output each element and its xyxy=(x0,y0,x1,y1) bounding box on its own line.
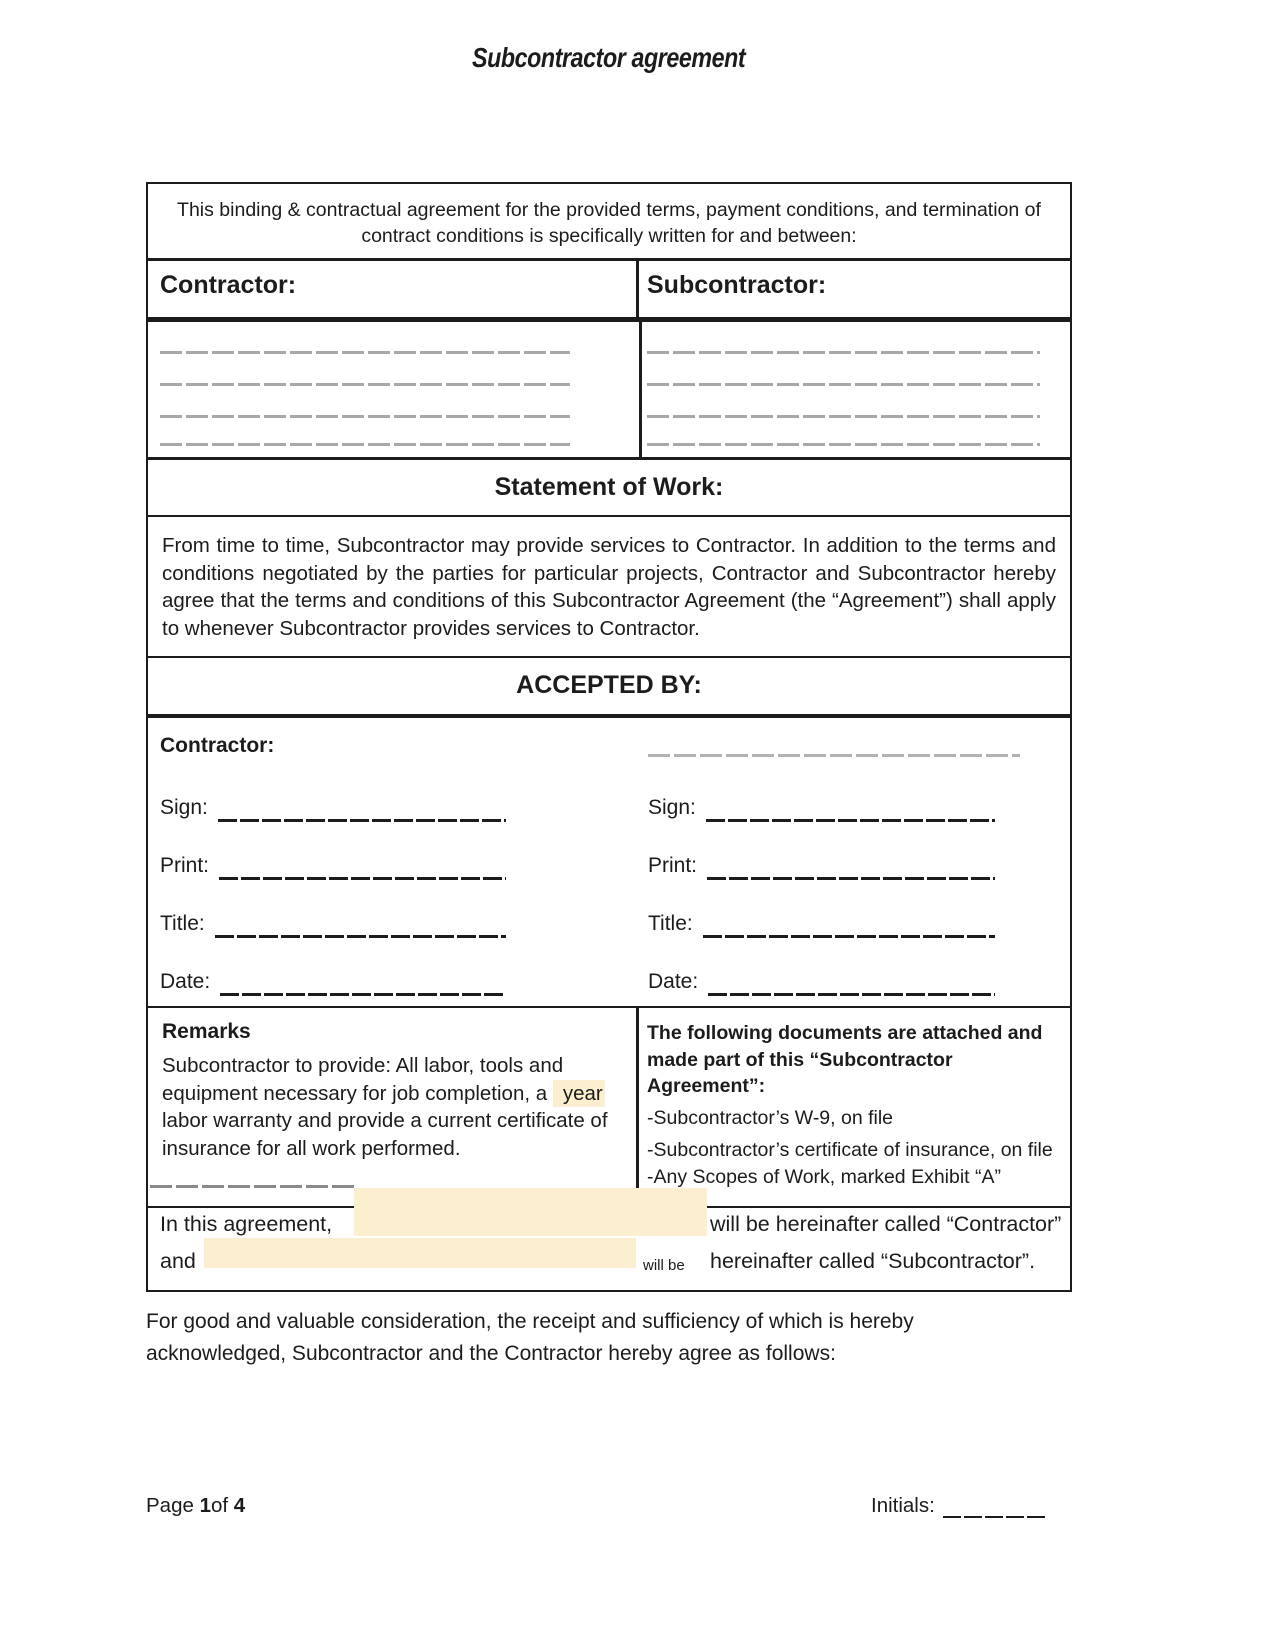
remarks-heading: Remarks xyxy=(162,1020,251,1043)
date-label: Date: xyxy=(648,970,699,993)
title-label: Title: xyxy=(648,912,693,935)
subcontractor-print-field xyxy=(648,854,995,882)
subcontractor-blank-line-4[interactable] xyxy=(647,443,1040,446)
page-indicator xyxy=(146,1494,245,1518)
subcontractor-header: Subcontractor: xyxy=(647,271,827,299)
document-title: Subcontractor agreement xyxy=(472,42,746,73)
contractor-date-line[interactable] xyxy=(220,993,506,996)
contractor-blank-line-3[interactable] xyxy=(160,415,570,418)
page-word: Page xyxy=(146,1494,200,1517)
initials-blank-line[interactable] xyxy=(943,1516,1047,1519)
parties-blanks-row xyxy=(148,317,1070,457)
attachment-item: -Subcontractor’s certificate of insurance, on file -Any Scopes of Work, marked Exhibit “A” xyxy=(647,1138,1053,1188)
naming-clause-row xyxy=(148,1206,1070,1290)
subcontractor-title-line[interactable] xyxy=(703,935,995,938)
remarks-text-before: Subcontractor to provide: All labor, tools and equipment necessary for job completion, a xyxy=(162,1054,564,1105)
attachments-heading: The following documents are attached and made part of this “Subcontractor Agreement”: xyxy=(647,1022,1043,1097)
contractor-blank-line-1[interactable] xyxy=(160,351,570,354)
attachments-cell xyxy=(639,1008,1070,1206)
subcontractor-blank-line-2[interactable] xyxy=(647,383,1040,386)
consideration-paragraph: For good and valuable consideration, the receipt and sufficiency of which is hereby acknowledged, Subcontractor and the Contractor hereby agree as follows: xyxy=(146,1310,914,1365)
remarks-highlighted-blank[interactable]: year xyxy=(553,1080,605,1107)
subcontractor-print-line[interactable] xyxy=(707,877,995,880)
initials-label: Initials: xyxy=(871,1494,935,1517)
page-of-word: of xyxy=(210,1494,234,1517)
page-total: 4 xyxy=(233,1494,246,1517)
subcontractor-date-field xyxy=(648,970,995,998)
title-wrap xyxy=(146,42,1072,74)
remarks-blank-line[interactable] xyxy=(150,1185,356,1188)
subcontractor-blank-line-1[interactable] xyxy=(647,351,1040,354)
contractor-sign-line[interactable] xyxy=(218,819,506,822)
remarks-body xyxy=(162,1052,624,1162)
subcontractor-date-line[interactable] xyxy=(708,993,995,996)
contractor-date-field xyxy=(160,970,506,998)
statement-of-work-heading: Statement of Work: xyxy=(494,473,724,501)
naming-line1-tail: will be hereinafter called “Contractor” xyxy=(710,1212,1062,1236)
remarks-cell xyxy=(148,1008,639,1206)
naming-line2-lead: and xyxy=(160,1249,196,1273)
subcontractor-blank-line-3[interactable] xyxy=(647,415,1040,418)
print-label: Print: xyxy=(160,854,210,877)
remarks-text-after: labor warranty and provide a current certificate of insurance for all work performed. xyxy=(162,1109,608,1160)
contractor-title-field xyxy=(160,912,506,940)
contractor-blank-line-4[interactable] xyxy=(160,443,570,446)
intro-text: This binding & contractual agreement for the provided terms, payment conditions, and termination of contract conditions is specifically written for and between: xyxy=(177,199,1041,247)
accepted-by-heading-row xyxy=(148,656,1070,714)
signature-block-row xyxy=(148,714,1070,1006)
subcontractor-name-blank[interactable] xyxy=(648,754,1020,757)
statement-of-work-body: From time to time, Subcontractor may provide services to Contractor. In addition to the terms and conditions negotiated by the parties for particular projects, Contractor and Subcontractor hereby agree that the terms and conditions of this Subcontractor Agreement (the “Agreement”) shall apply to whenever Subcontractor provides services to Contractor. xyxy=(162,534,1056,640)
sign-label: Sign: xyxy=(160,796,208,819)
initials-field xyxy=(871,1494,1047,1520)
naming-line2-willbe: will be xyxy=(643,1257,685,1274)
contractor-print-line[interactable] xyxy=(219,877,506,880)
print-label: Print: xyxy=(648,854,698,877)
page-number: 1 xyxy=(199,1494,211,1517)
naming-line2-tail: hereinafter called “Subcontractor”. xyxy=(710,1249,1036,1273)
contractor-header-cell xyxy=(148,261,639,317)
subcontractor-title-field xyxy=(648,912,995,940)
title-label: Title: xyxy=(160,912,205,935)
accepted-contractor-label: Contractor: xyxy=(160,734,275,757)
naming-line1-lead: In this agreement, xyxy=(160,1212,333,1236)
subcontractor-name-highlight-blank[interactable] xyxy=(204,1238,636,1268)
column-divider xyxy=(639,322,642,457)
remarks-row xyxy=(148,1006,1070,1206)
contractor-sign-field xyxy=(160,796,506,824)
statement-of-work-body-row xyxy=(148,515,1070,656)
contractor-print-field xyxy=(160,854,506,882)
contractor-title-line[interactable] xyxy=(215,935,506,938)
subcontractor-header-cell xyxy=(639,261,1070,317)
contractor-blank-line-2[interactable] xyxy=(160,383,570,386)
attachment-item: -Subcontractor’s W-9, on file xyxy=(647,1106,894,1129)
agreement-table xyxy=(146,182,1072,1292)
contractor-header: Contractor: xyxy=(160,271,297,299)
statement-of-work-heading-row xyxy=(148,457,1070,515)
subcontractor-sign-line[interactable] xyxy=(706,819,995,822)
accepted-by-heading: ACCEPTED BY: xyxy=(516,671,702,699)
sign-label: Sign: xyxy=(648,796,696,819)
contractor-name-highlight-blank[interactable] xyxy=(354,1188,707,1236)
date-label: Date: xyxy=(160,970,211,993)
parties-header-row xyxy=(148,258,1070,317)
intro-row xyxy=(148,184,1070,258)
subcontractor-sign-field xyxy=(648,796,995,824)
